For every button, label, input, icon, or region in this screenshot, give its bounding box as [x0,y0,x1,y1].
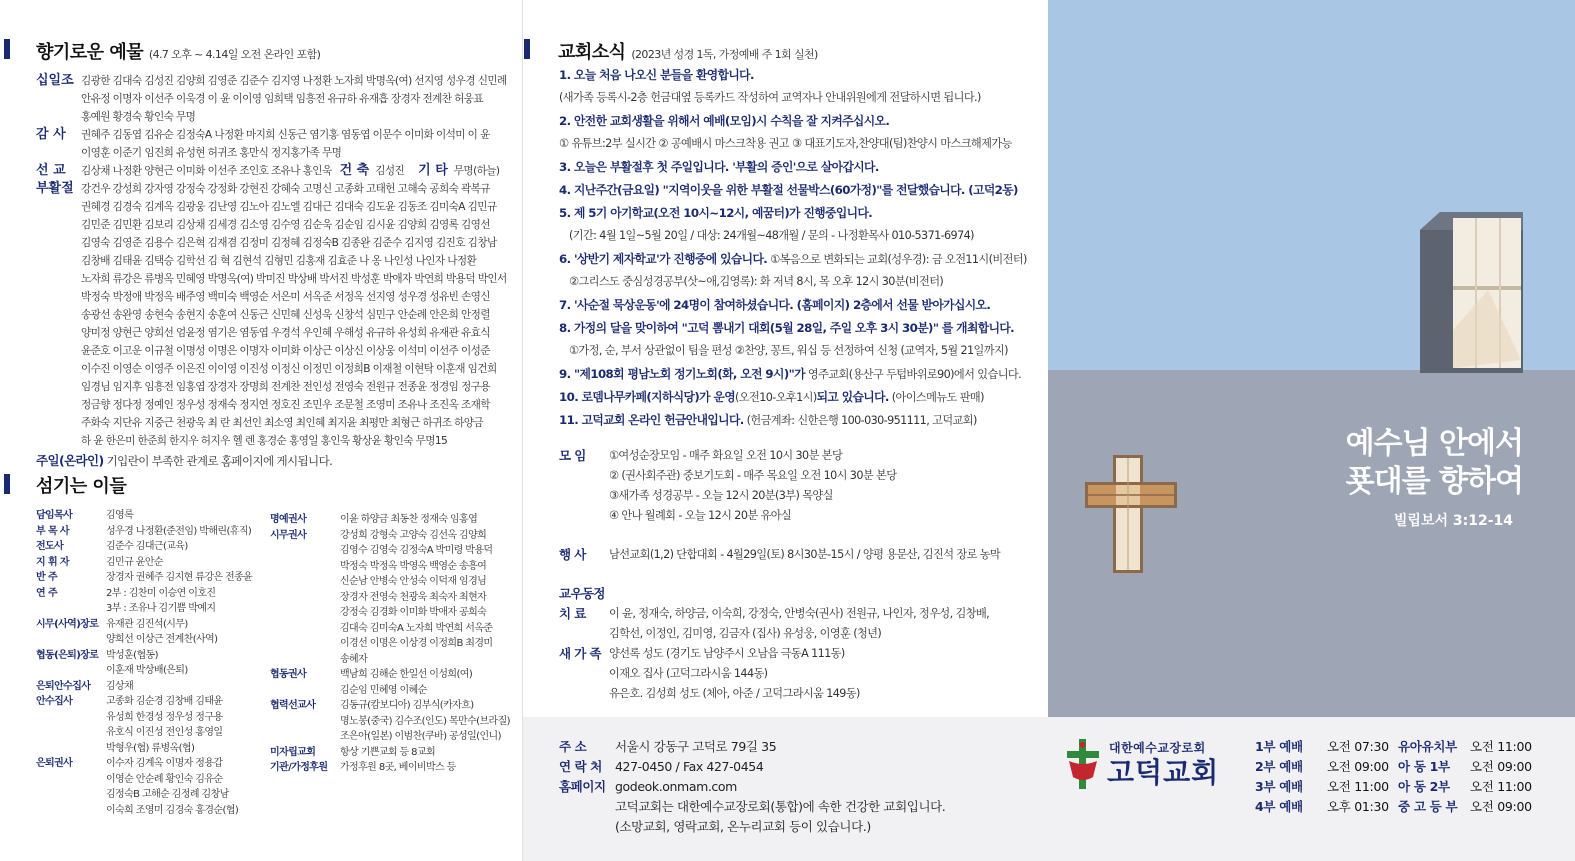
news-item: 6. '상반기 제자학교'가 진행중에 있습니다. ①복음으로 변화되는 교회(성우경): 금 오전11시(비전터) [559,252,1027,266]
offering-row-tithe: 십일조 김광한 김대숙 김성진 김양희 김영준 김준수 김지영 나정환 노자희 박명옥(여) 선지영 성우경 신민례 안유정 이명자 이선주 이욱경 이 윤 이이영 임희택 임흥전 유규하 유재흡 장경자 전계찬 허웅표 홍예원 황경숙 황인숙 무명 [36,73,507,123]
news-item: 11. 고덕교회 온라인 헌금안내입니다. (헌금계좌: 신한은행 100-030-951111, 고덕교회) [559,413,977,427]
phone: 427-0450 / Fax 427-0454 [615,759,764,774]
news-item: 3. 오늘은 부활절후 첫 주일입니다. '부활의 증인'으로 살아갑시다. [559,160,879,174]
event-block: 행 사 남선교회(1,2) 단합대회 - 4월29일(토) 8시30분-15시 / 양평 용문산, 김진석 장로 농막 [559,547,1001,562]
staff-list-left [36,508,268,818]
news-item: 9. "제108회 평남노회 정기노회(화, 오전 9시)"가 영주교회(용산구 두텁바위로90)에서 있습니다. [559,367,1022,381]
staff-row: 안수집사 고종화 김순경 김창배 김태윤 유성희 한경성 정우성 정구용 유호식 이진성 전인성 홍영일 박형우(협) 류병옥(협) [36,696,223,754]
church-description-note: (소망교회, 영락교회, 온누리교회 등이 있습니다.) [615,819,871,834]
left-page [0,0,523,861]
school-times [1398,737,1532,817]
worship-times [1255,737,1389,817]
meetings-block: 모 임 ①여성순장모임 - 매주 화요일 오전 10시 30분 본당 ② (권사회주관) 중보기도회 - 매주 목요일 오전 10시 30분 본당 ③새가족 성경공부 - 오늘 12시 20분(3부) 목양실 ④ 안나 월례회 - 오늘 12시 20분 유아실 [559,448,897,522]
service-row: 유아유치부 오전 11:00 [1398,739,1532,754]
staff-row: 협력선교사 김동규(캄보디아) 김부식(카자흐) 명노봉(중국) 김수조(인도) 목만수(브라질) 조은아(일본) 이범찬(쿠바) 공성일(인니) [270,700,510,742]
news-item: 10. 로뎀나무카페(지하식당)가 운영(오전10-오후1시)되고 있습니다. (아이스메뉴도 판매) [559,390,984,404]
cover-verse: 빌립보서 3:12-14 [1393,513,1513,529]
section-marker [4,39,10,59]
section-marker [4,474,10,494]
online-note: 주일(온라인) 기입란이 부족한 관계로 홈페이지에 게시됩니다. [36,453,333,468]
staff-row: 은퇴권사 이수자 김계옥 이명자 정용갑 이영순 안순례 황인숙 김유순 김정숙B 고해순 김정례 김창남 이숙희 조영미 김경숙 홍경순(협) [36,758,239,816]
staff-row: 부 목 사 성우경 나정환(준전임) 박해린(휴직) [36,525,252,537]
news-item: 7. '사순절 묵상운동'에 24명이 참여하셨습니다. (홈페이지) 2층에서 선물 받아가십시오. [559,298,991,312]
church-emblem-icon [1063,737,1103,793]
service-row: 1부 예배 오전 07:30 [1255,739,1389,754]
service-row: 3부 예배 오전 11:00 [1255,779,1389,794]
service-row: 4부 예배 오후 01:30 [1255,799,1389,814]
news-item: 8. 가정의 달을 맞이하여 "고덕 뽐내기 대회(5월 28일, 주일 오후 3시 30분)" 를 개최합니다. [559,321,1015,335]
offering-list [36,72,522,470]
section-marker [524,39,530,59]
news-item: ① 유튜브:2부 실시간 ② 공예배시 마스크착용 권고 ③ 대표기도자,찬양대(팀)찬양시 마스크해제가능 [559,137,1012,150]
cover-title: 예수님 안에서 푯대를 향하여 [1345,426,1523,499]
news-heading: 교회소식 (2023년 성경 1독, 가정예배 주 1회 실천) [558,42,818,63]
news-item: (새가족 등록시-2층 헌금대옆 등록카드 작성하여 교역자나 안내위원에게 전달하시면 됩니다.) [559,91,981,104]
address: 서울시 강동구 고덕로 79길 35 [615,739,777,754]
news-list [559,64,1044,432]
staff-row: 연 주 2부 : 김찬미 이승연 이호진 3부 : 조유나 김기쁨 박예지 [36,587,216,614]
news-item: 2. 안전한 교회생활을 위해서 예배(모임)시 수칙을 잘 지켜주십시오. [559,114,890,128]
members-block: 교우동정 치 료 이 윤, 정재숙, 하양금, 이숙희, 강정숙, 안병숙(권사) 전원규, 나인자, 정우성, 김창배, 김학선, 이정인, 김미영, 김금자 (집사) 유성웅, 이영훈 (청년) 새 가 족 양선록 성도 (경기도 남양주시 오남읍 극동A 111동) 이재오 집사 (고덕그라시움 144동) 유은호. 김성희 성도 (체아, 아준 / 고덕그라시움 149동) [559,586,990,700]
staff-row: 시무(사역)장로 유재관 김진석(시무) 양희선 이상근 전계찬(사역) [36,618,218,645]
staff-row: 협동(은퇴)장로 박성훈(협동) 이훈재 박상배(은퇴) [36,649,188,676]
offering-row-easter: 부활절 강건우 강성희 강자영 강정숙 강정화 강현진 강혜숙 고명신 고종화 고태헌 고해숙 공희숙 곽복규 권혜경 김경숙 김계옥 김광웅 김난영 김노아 김노엘 김대근 김대숙 김도윤 김동조 김미숙A 김민규 김민준 김민환 김보리 김상채 김세경 김소영 김수영 김순욱 김순임 김시윤 김양희 김영록 김영선 김영숙 김영준 김용수 김은혁 김재겸 김정미 김정혜 김정숙B 김종완 김준수 김지영 김진호 김창남 김창배 김태윤 김택승 김학선 김 혁 김현석 김형민 김홍재 김효준 나 옹 나인성 나인자 나정환 노자희 류강은 류병옥 민혜영 박명옥(여) 박미진 박상배 박서진 박성훈 박애자 박연희 박용덕 박인서 박정숙 박정애 박정옥 배주영 백미숙 백영순 서은미 서옥준 서정옥 선지영 성우경 성유빈 손영신 송광선 송완영 송현숙 송현지 송훈여 신동근 신민혜 신성욱 신창석 심민구 안순례 안은희 안정렬 양미정 양현근 양희선 엄윤정 염기은 염동엽 우경석 우인혜 우해성 유규하 유성희 유재관 유효식 윤준호 이고운 이규철 이명성 이명은 이명자 이미화 이상근 이상신 이상웅 이석미 이선주 이성준 이수진 이영순 이영주 이은진 이이영 이진성 이정신 이정민 이정희B 이재철 이현탁 이훈재 임건희 임경님 임지후 임흥전 임홍엽 장경자 장명희 전계찬 전인성 전영숙 전원규 전종윤 정경임 정구용 정금향 정다정 정예인 정우성 정재숙 정지연 정호진 조민우 조문철 조영미 조유나 조진옥 조재학 주화숙 지단유 지중근 천광욱 최 란 최선인 최소영 최인혜 최지윤 최평만 최형근 하귀조 하양금 하 윤 한은미 한준희 한지우 허지우 헬 렌 홍경순 홍영일 홍인욱 황상윤 황인숙 무명15 [36,181,507,447]
offering-row-thanks: 감 사 권혜주 김동엽 김유순 김정숙A 나정환 마지희 신동근 염기홍 염동엽 이문수 이미화 이석미 이 윤 이영훈 이준기 임진희 유성현 허귀조 홍만식 정지홍가족 무명 [36,127,490,159]
staff-row: 지 휘 자 김민규 윤안순 [36,556,163,568]
service-row: 아 동 1부 오전 09:00 [1398,759,1532,774]
members-title: 교우동정 [559,586,605,601]
staff-list-right [270,512,522,776]
footer: 주 소 서울시 강동구 고덕로 79길 35 연 락 처 427-0450 / Fax 427-0454 홈페이지 godeok.onmam.com 고덕교회는 대한예수교장로회(통합)에 속한 건강한 교회입니다. (소망교회, 영락교회, 온누리교회 등이 있습니다.) 대한예수교장로회 고덕교회 1부 예배 오전 07:30 2부 예배 오전 09:00 3부 예배 오전 11:00 4부 예배 오후 01:30 유아유치부 오전 11:00 아 동 1부 오전 09:00 아 동 2부 오전 11:00 중 고 등 부 오전 09:00 [523,717,1575,861]
staff-row: 미자립교회 항상 기쁜교회 등 8교회 [270,746,436,758]
offering-row-mission: 선 교 김상채 나정환 양현근 이미화 이선주 조인호 조유나 홍인욱 건 축 김성진 기 타 무명(하늘) [36,163,500,178]
service-row: 중 고 등 부 오전 09:00 [1398,799,1532,814]
staff-row: 은퇴안수집사 김상채 [36,680,134,692]
church-description: 고덕교회는 대한예수교장로회(통합)에 속한 건강한 교회입니다. [615,799,946,814]
news-item: ②그리스도 중심성경공부(삿~애,김영록): 화 저녁 8시, 목 오후 12시 30분(비전터) [569,275,944,288]
homepage-link[interactable]: godeok.onmam.com [615,779,737,794]
staff-row: 전도사 김준수 김대근(교육) [36,541,188,552]
news-item: ①가정, 순, 부서 상관없이 팀을 편성 ②찬양, 꽁트, 워십 등 선정하여 신청 (교역자, 5월 21일까지) [569,344,1008,357]
news-item: 1. 오늘 처음 나오신 분들을 환영합니다. [559,68,754,82]
cover-illustration [1048,0,1575,717]
staff-row: 기관/가정후원 가정후원 8곳, 베이비박스 등 [270,762,456,773]
staff-row: 시무권사 강성희 강형숙 고양숙 김선옥 김양희 김영수 김영숙 김정숙A 박미령 박용덕 박정숙 박정옥 박영옥 백영순 송흥여 신순남 안병숙 안성숙 이덕재 임경님 장경자 전영숙 천광욱 최숙자 최현자 강정숙 김경화 이미화 박애자 공희숙 김대숙 김미숙A 노자희 박연희 서옥준 이경선 이명은 이상경 이정희B 최경미 송혜자 [270,529,493,665]
staff-row: 협동권사 백남희 김해순 한일선 이성희(여) 김순임 민혜영 이혜순 [270,669,473,696]
news-item: 5. 제 5기 아기학교(오전 10시~12시, 예꿈터)가 진행중입니다. [559,206,873,220]
offering-heading: 향기로운 예물 (4.7 오후 ~ 4.14일 오전 온라인 포함) [36,42,321,63]
service-row: 아 동 2부 오전 11:00 [1398,779,1532,794]
cover-page [1048,0,1575,717]
staff-heading: 섬기는 이들 [36,476,127,497]
news-item: 4. 지난주간(금요일) "지역이웃을 위한 부활절 선물박스(60가정)"를 전달했습니다. (고덕2동) [559,183,1018,197]
staff-row: 명예권사 이윤 하양금 최동찬 정재숙 임홍엽 [270,514,478,525]
news-item: (기간: 4월 1일~5월 20일 / 대상: 24개월~48개월 / 문의 - 나정환목사 010-5371-6974) [569,229,974,242]
service-row: 2부 예배 오전 09:00 [1255,759,1389,774]
staff-row: 반 주 장경자 권혜주 김지현 류강은 전종윤 [36,572,253,583]
staff-row: 담임목사 김영록 [36,510,134,521]
contact-block: 주 소 서울시 강동구 고덕로 79길 35 연 락 처 427-0450 / Fax 427-0454 홈페이지 godeok.onmam.com 고덕교회는 대한예수교장로회(통합)에 속한 건강한 교회입니다. (소망교회, 영락교회, 온누리교회 등이 있습니다.) [559,737,945,837]
